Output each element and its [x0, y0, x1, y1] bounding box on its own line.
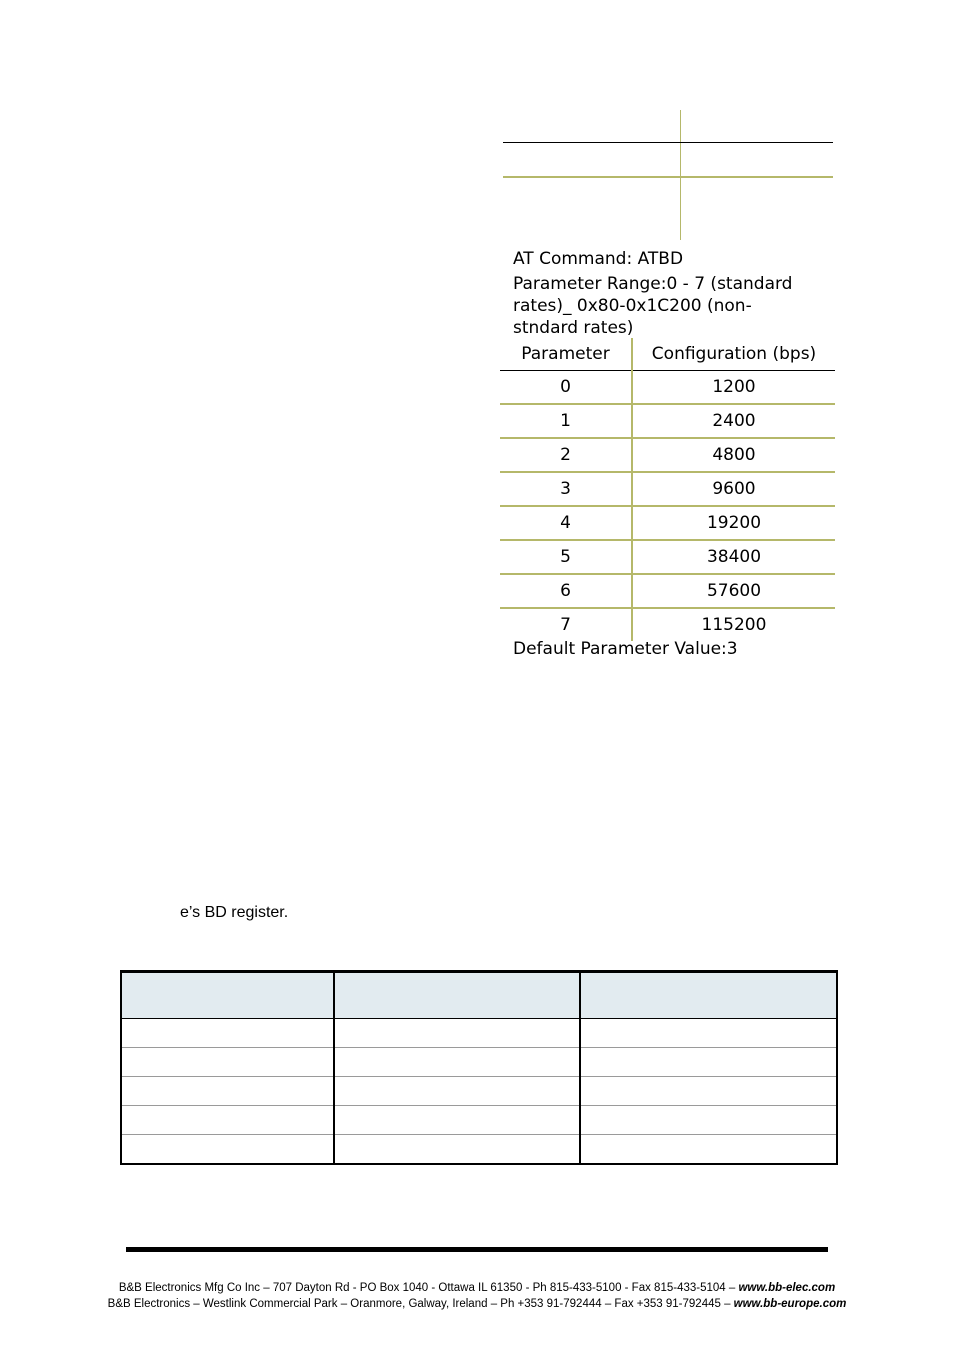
table-row [500, 438, 835, 472]
table-cell [580, 1019, 837, 1048]
bps-cell: 1200 [712, 377, 756, 397]
header-cell [334, 972, 579, 1019]
table-cell [580, 1135, 837, 1165]
table-cell [580, 1077, 837, 1106]
top-table-row-rule [503, 176, 833, 178]
table-cell [121, 1135, 334, 1165]
parameter-cell: 5 [500, 540, 632, 574]
footer-line-2 [0, 1298, 954, 1310]
table-row [500, 371, 835, 405]
parameter-cell: 6 [500, 574, 632, 608]
table-cell [580, 1048, 837, 1077]
baud-table-header-row [500, 338, 835, 371]
table-row [121, 1019, 837, 1048]
parameter-cell: 0 [500, 371, 632, 405]
table-row [500, 608, 835, 641]
bps-cell: 19200 [706, 513, 762, 533]
table-row [500, 574, 835, 608]
top-table-divider [680, 110, 681, 240]
header-cell [580, 972, 837, 1019]
footer-web-link-europe[interactable]: www.bb-europe.com [733, 1298, 847, 1310]
parameter-cell: 2 [500, 438, 632, 472]
default-parameter-value: Default Parameter Value:3 [513, 639, 738, 659]
table-cell [334, 1077, 579, 1106]
table-cell [334, 1048, 579, 1077]
footer-address-us: B&B Electronics Mfg Co Inc – 707 Dayton Rd - PO Box 1040 - Ottawa IL 61350 - Ph 815-433-5100 - Fax 815-433-5104 – [118, 1282, 739, 1294]
header-configuration: Configuration (bps) [651, 344, 817, 364]
empty-table [120, 970, 838, 1165]
baud-rate-table [500, 338, 835, 641]
footer-web-link-us[interactable]: www.bb-elec.com [738, 1282, 836, 1294]
empty-table-header-row [121, 972, 837, 1019]
parameter-range-line-3: stndard rates) [513, 318, 634, 338]
bps-cell: 4800 [712, 445, 756, 465]
bps-cell: 38400 [706, 547, 762, 567]
bps-cell: 2400 [712, 411, 756, 431]
top-table-header-rule [503, 142, 833, 143]
table-row [121, 1048, 837, 1077]
footer-address-europe: B&B Electronics – Westlink Commercial Park – Oranmore, Galway, Ireland – Ph +353 91-792444 – Fax +353 91-792445 – [107, 1298, 734, 1310]
table-cell [121, 1077, 334, 1106]
bd-register-fragment: e’s BD register. [180, 904, 289, 921]
table-row [500, 540, 835, 574]
table-cell [121, 1106, 334, 1135]
bps-cell: 57600 [706, 581, 762, 601]
table-cell [121, 1019, 334, 1048]
table-cell [121, 1048, 334, 1077]
parameter-range-line-2: rates)_ 0x80-0x1C200 (non- [513, 296, 752, 316]
table-row [121, 1106, 837, 1135]
footer-rule [126, 1247, 828, 1252]
parameter-cell: 4 [500, 506, 632, 540]
table-row [500, 404, 835, 438]
table-cell [334, 1019, 579, 1048]
bps-cell: 115200 [701, 615, 767, 635]
table-cell [334, 1135, 579, 1165]
footer-line-1 [0, 1282, 954, 1294]
table-row [121, 1135, 837, 1165]
table-cell [580, 1106, 837, 1135]
table-row [500, 506, 835, 540]
table-row [121, 1077, 837, 1106]
header-cell [121, 972, 334, 1019]
table-row [500, 472, 835, 506]
at-command-label: AT Command: ATBD [513, 249, 684, 269]
parameter-cell: 3 [500, 472, 632, 506]
parameter-cell: 1 [500, 404, 632, 438]
header-parameter: Parameter [500, 338, 632, 371]
bps-cell: 9600 [712, 479, 756, 499]
table-cell [334, 1106, 579, 1135]
parameter-range-line-1: Parameter Range:0 - 7 (standard [513, 274, 793, 294]
parameter-cell: 7 [500, 608, 632, 641]
